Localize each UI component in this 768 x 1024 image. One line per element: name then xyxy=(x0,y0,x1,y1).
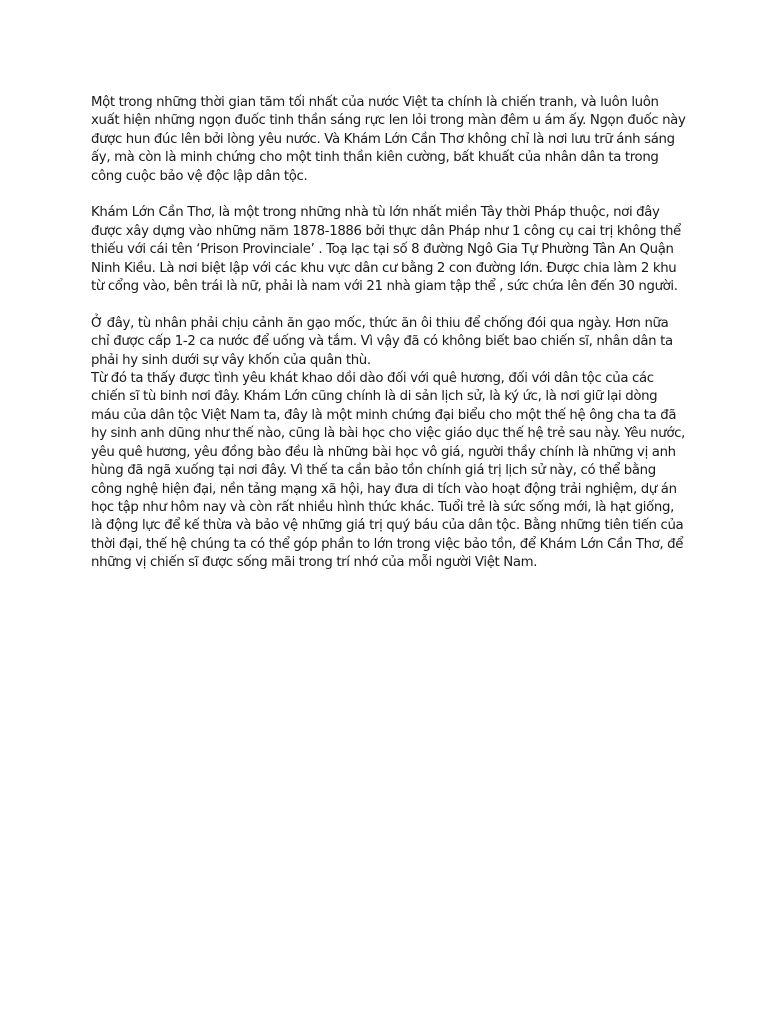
paragraph-conditions: Ở đây, tù nhân phải chịu cảnh ăn gạo mốc, thức ăn ôi thiu để chống đói qua ngày. Hơn nữa chỉ được cấp 1-2 ca nước để uống và tắm. Vì vậy đã có không biết bao chiến sĩ, nhân dân ta phải hy sinh dưới sự vây khốn của quân thù. xyxy=(91,315,673,368)
paragraph-conclusion: Từ đó ta thấy được tình yêu khát khao dồi dào đối với quê hương, đối với dân tộc của các chiến sĩ tù binh nơi đây. Khám Lớn cũng chính là di sản lịch sử, là ký ức, là nơi giữ lại dòng máu của dân tộc Việt Nam ta, đây là một minh chứng đại biểu cho một thế hệ ông cha ta đã hy sinh anh dũng như thế nào, cũng là bài học cho việc giáo dục thế hệ trẻ sau này. Yêu nước, yêu quê hương, yêu đồng bào đều là những bài học vô giá, người thầy chính là những vị anh hùng đã ngã xuống tại nơi đây. Vì thế ta cần bảo tồn chính giá trị lịch sử này, có thể bằng công nghệ hiện đại, nền tảng mạng xã hội, hay đưa di tích vào hoạt động trải nghiệm, dự án học tập như hôm nay và còn rất nhiều hình thức khác. Tuổi trẻ là sức sống mới, là hạt giống, là động lực để kế thừa và bảo vệ những giá trị quý báu của dân tộc. Bằng những tiên tiến của thời đại, thế hệ chúng ta có thể góp phần to lớn trong việc bảo tồn, để Khám Lớn Cần Thơ, để những vị chiến sĩ được sống mãi trong trí nhớ của mỗi người Việt Nam. xyxy=(91,371,685,571)
paragraph-spacer xyxy=(91,296,688,314)
paragraph-spacer xyxy=(91,186,688,204)
paragraph-history: Khám Lớn Cần Thơ, là một trong những nhà tù lớn nhất miền Tây thời Pháp thuộc, nơi đây được xây dựng vào những năm 1878-1886 bởi thực dân Pháp như 1 công cụ cai trị không thể thiếu với cái tên ‘Prison Provinciale’ . Toạ lạc tại số 8 đường Ngô Gia Tự Phường Tân An Quận Ninh Kiều. Là nơi biệt lập với các khu vực dân cư bằng 2 con đường lớn. Được chia làm 2 khu từ cổng vào, bên trái là nữ, phải là nam với 21 nhà giam tập thể , sức chứa lên đến 30 người. xyxy=(91,205,681,295)
paragraph-intro: Một trong những thời gian tăm tối nhất của nước Việt ta chính là chiến tranh, và luôn luôn xuất hiện những ngọn đuốc tinh thần sáng rực len lỏi trong màn đêm u ám ấy. Ngọn đuốc này được hun đúc lên bởi lòng yêu nước. Và Khám Lớn Cần Thơ không chỉ là nơi lưu trữ ánh sáng ấy, mà còn là minh chứng cho một tinh thần kiên cường, bất khuất của nhân dân ta trong công cuộc bảo vệ độc lập dân tộc. xyxy=(91,95,686,184)
